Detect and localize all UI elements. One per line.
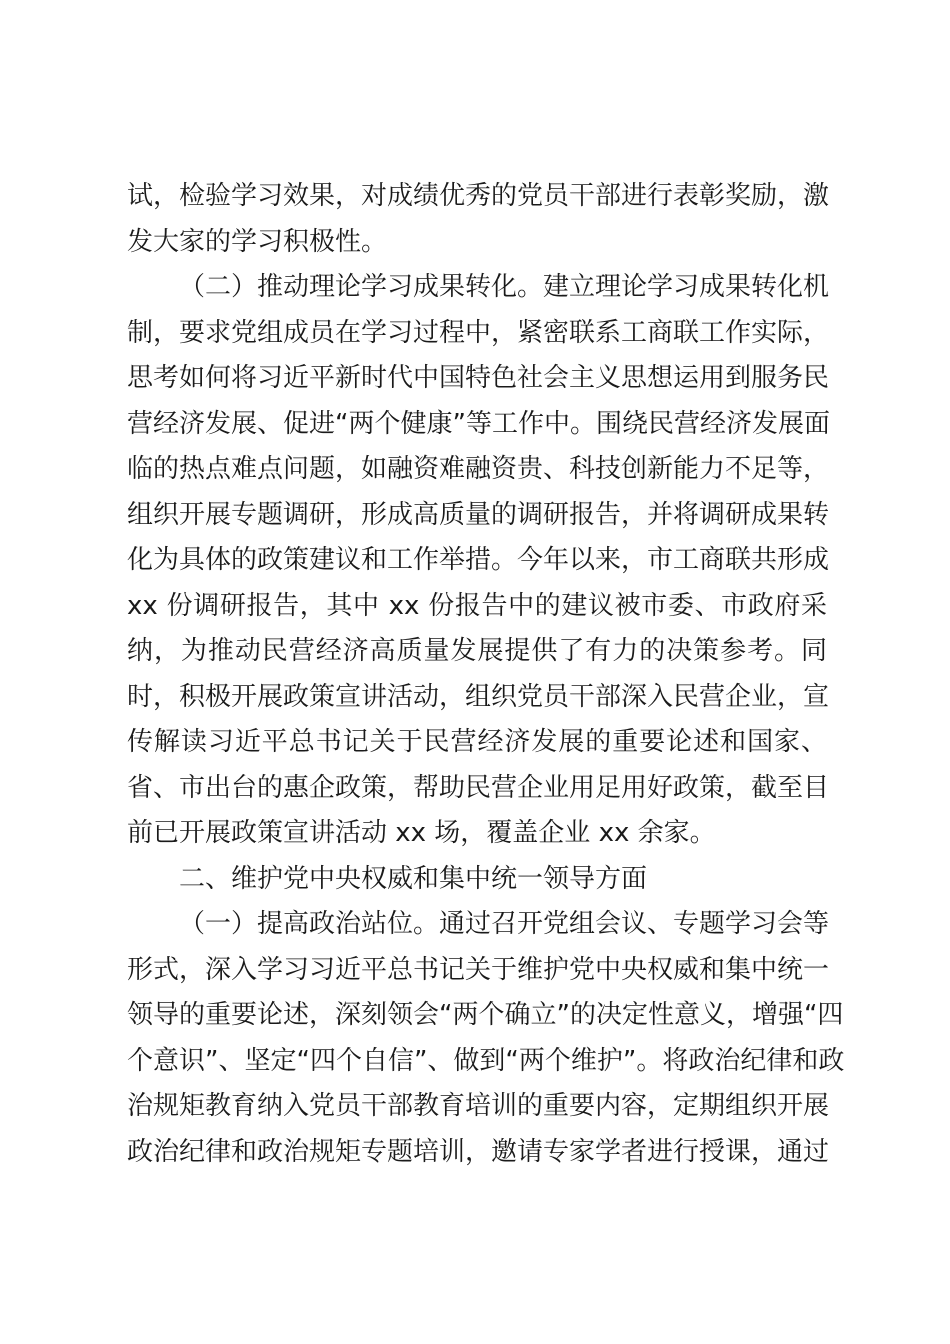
section-heading: 二、维护党中央权威和集中统一领导方面 (179, 863, 648, 894)
text-line: 思考如何将习近平新时代中国特色社会主义思想运用到服务民 (127, 363, 830, 393)
text-line: 时，积极开展政策宣讲活动，组织党员干部深入民营企业，宣 (127, 681, 830, 712)
text-line: 试，检验学习效果，对成绩优秀的党员干部进行表彰奖励，激 (127, 181, 830, 211)
text-line: 化为具体的政策建议和工作举措。今年以来，市工商联共形成 (127, 545, 830, 575)
paragraph-heading-line: （一）提高政治站位。通过召开党组会议、专题学习会等 (179, 909, 830, 939)
text-line: 省、市出台的惠企政策，帮助民营企业用足用好政策，截至目 (127, 772, 830, 803)
text-line: 政治纪律和政治规矩专题培训，邀请专家学者进行授课，通过 (127, 1136, 830, 1167)
paragraph-heading-line: （二）推动理论学习成果转化。建立理论学习成果转化机 (179, 272, 830, 302)
text-line: 传解读习近平总书记关于民营经济发展的重要论述和国家、 (127, 727, 827, 757)
text-line: 领导的重要论述，深刻领会“两个确立”的决定性意义，增强“四 (127, 1000, 844, 1030)
text-line: 治规矩教育纳入党员干部教育培训的重要内容，定期组织开展 (127, 1091, 830, 1121)
text-line: 个意识”、坚定“四个自信”、做到“两个维护”。将政治纪律和政 (127, 1045, 845, 1076)
text-line: 组织开展专题调研，形成高质量的调研报告，并将调研成果转 (127, 499, 830, 530)
text-line: 前已开展政策宣讲活动 xx 场，覆盖企业 xx 余家。 (127, 818, 716, 848)
document-body (127, 174, 845, 1175)
text-line: xx 份调研报告，其中 xx 份报告中的建议被市委、市政府采 (127, 590, 827, 621)
text-line: 制，要求党组成员在学习过程中，紧密联系工商联工作实际， (127, 317, 830, 348)
text-line: 营经济发展、促进“两个健康”等工作中。围绕民营经济发展面 (127, 408, 830, 439)
text-line: 形式，深入学习习近平总书记关于维护党中央权威和集中统一 (127, 954, 830, 985)
text-line: 发大家的学习积极性。 (127, 226, 388, 257)
text-line: 临的热点难点问题，如融资难融资贵、科技创新能力不足等， (127, 454, 830, 484)
text-line: 纳，为推动民营经济高质量发展提供了有力的决策参考。同 (127, 636, 827, 666)
